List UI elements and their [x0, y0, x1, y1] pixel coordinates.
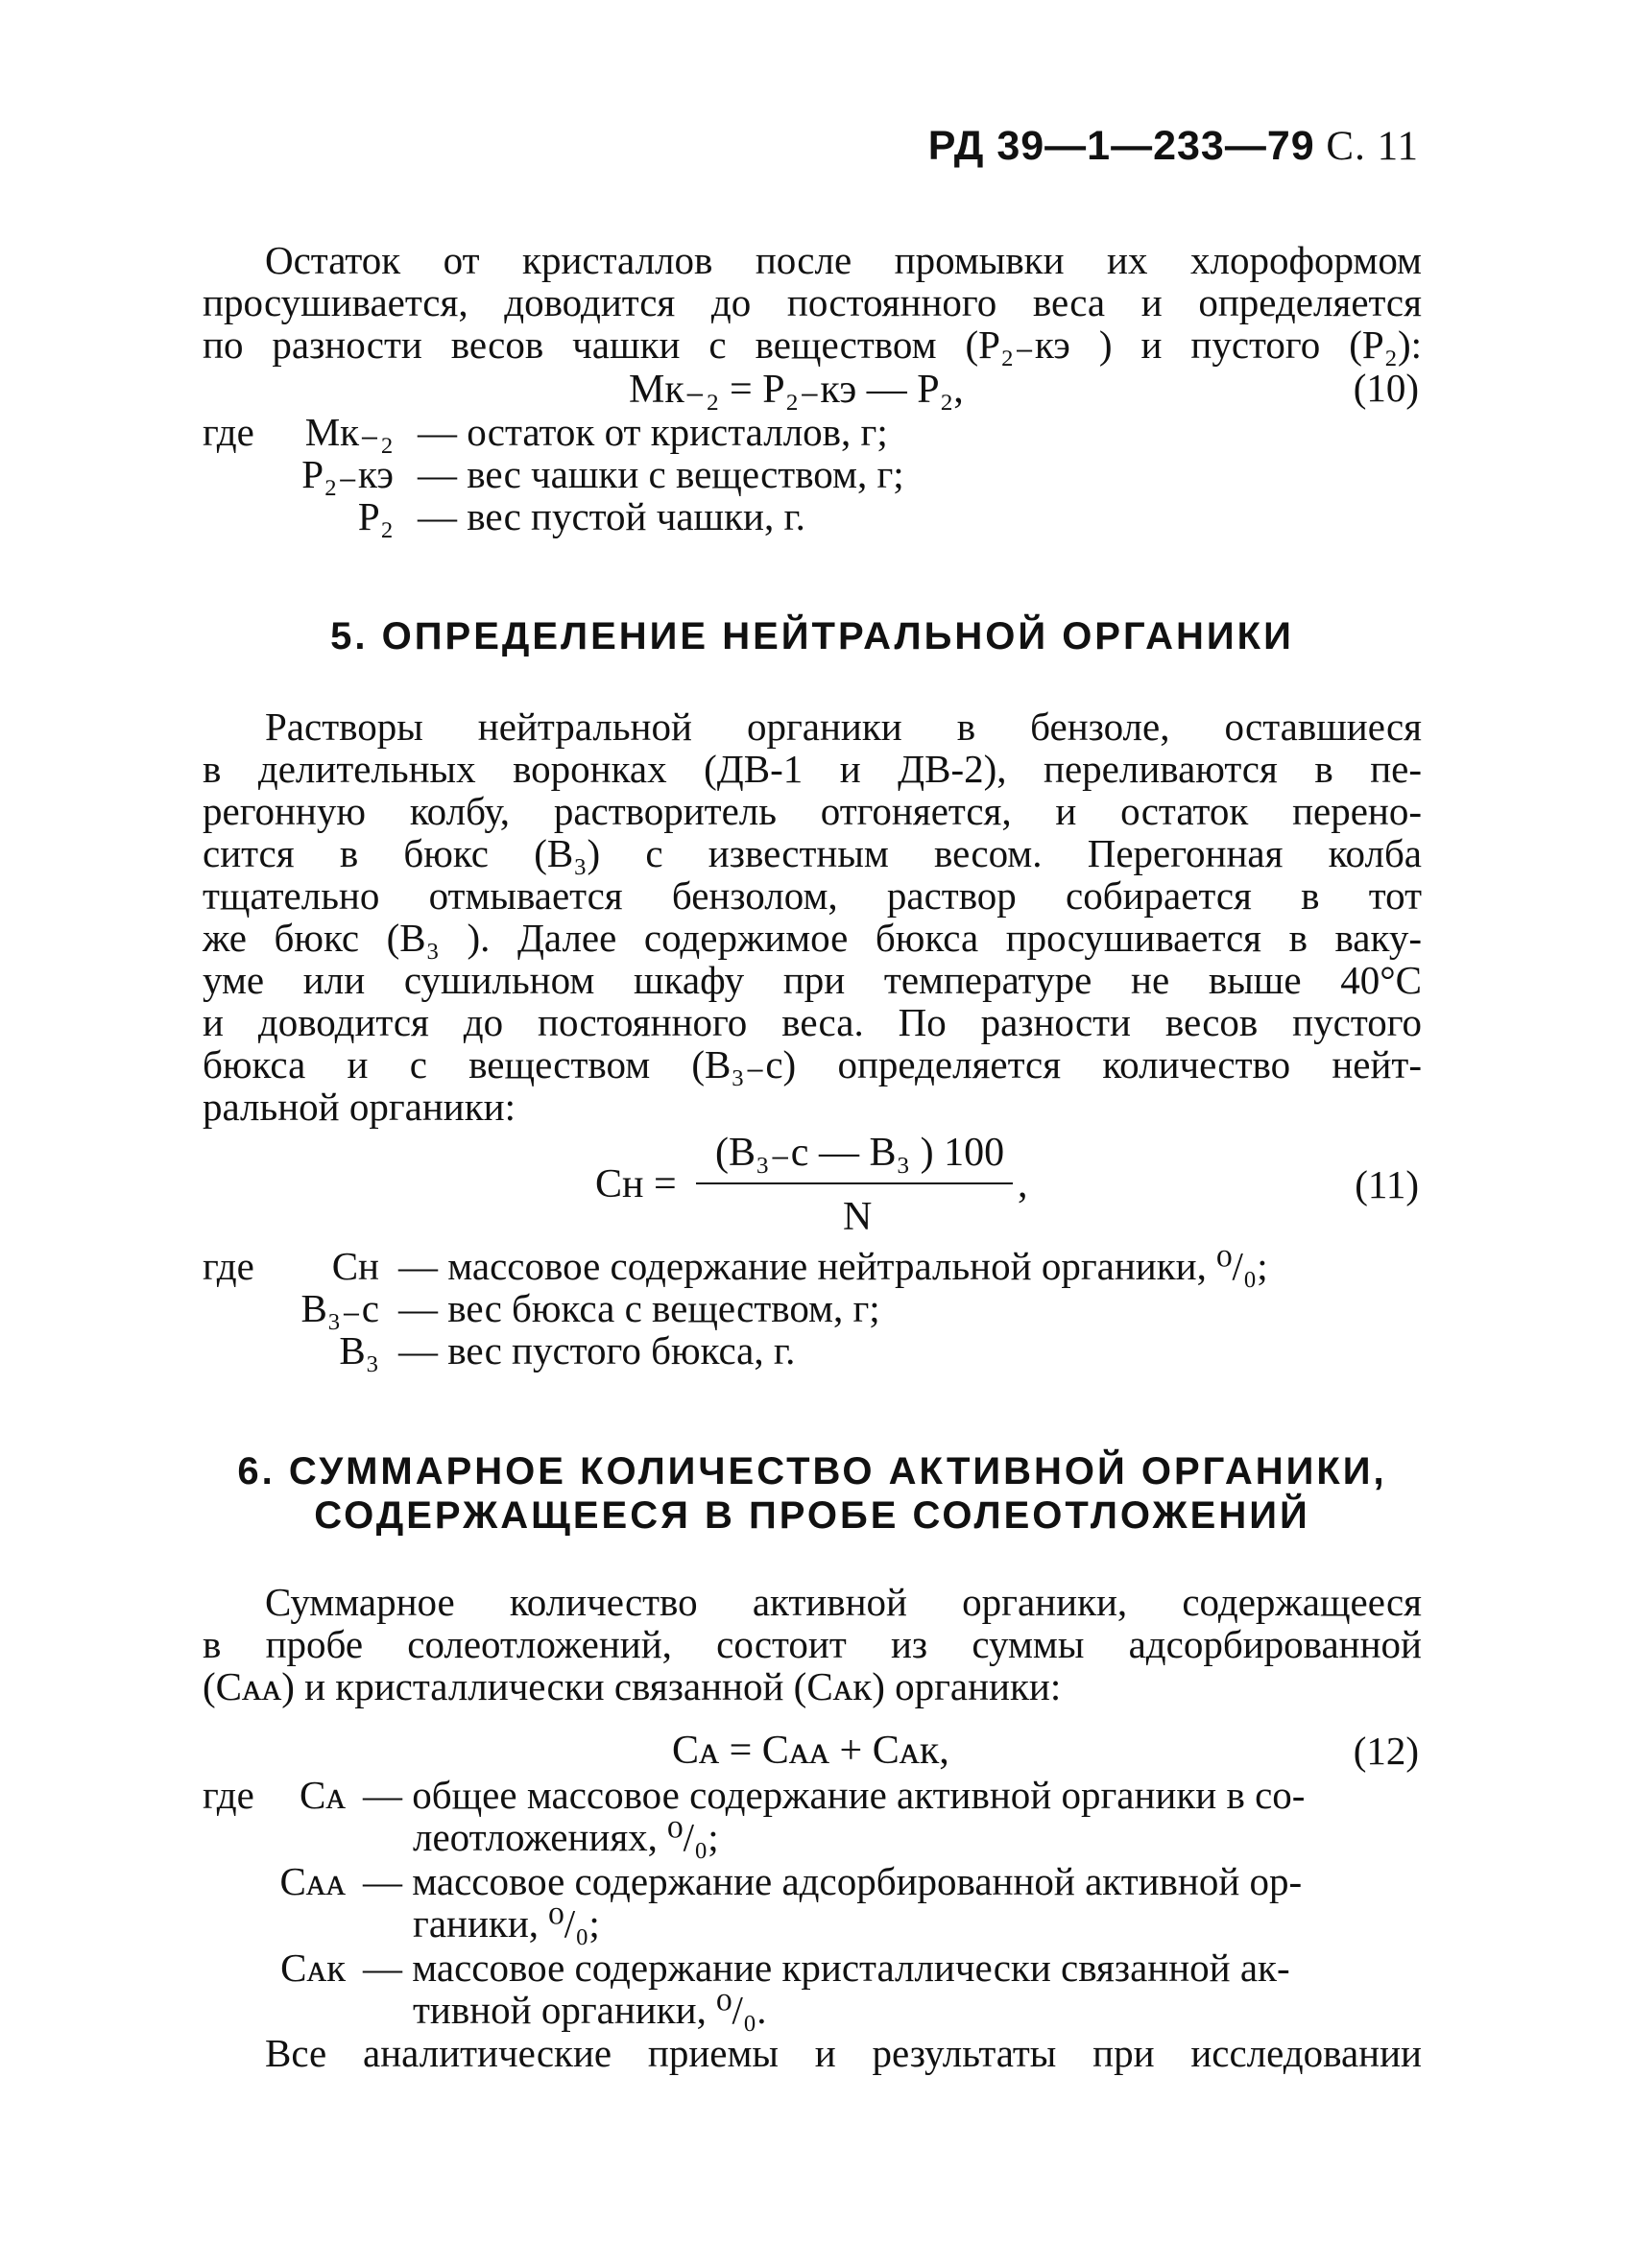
equation-number: (11): [1355, 1162, 1419, 1206]
paragraph-line: просушивается, доводится до постоянного веса и определяется: [203, 280, 1422, 324]
page-number: С. 11: [1326, 124, 1419, 169]
definition-text-cont: тивной органики, ⁰/₀.: [413, 1988, 767, 2032]
paragraph-line: и доводится до постоянного веса. По разности весов пустого: [203, 1000, 1422, 1044]
section-heading: 6. СУММАРНОЕ КОЛИЧЕСТВО АКТИВНОЙ ОРГАНИКИ,: [237, 1450, 1387, 1492]
formula-11-denominator: N: [843, 1195, 873, 1239]
definition-text-cont: леотложениях, ⁰/₀;: [413, 1815, 719, 1859]
definition-text: — остаток от кристаллов, г;: [418, 410, 888, 454]
equation-number: (10): [1353, 366, 1419, 410]
paragraph-line: в делительных воронках (ДВ-1 и ДВ-2), переливаются в пе-: [203, 747, 1422, 791]
definition-variable: Мк₋₂: [304, 410, 394, 454]
definition-variable: В₃₋с: [300, 1286, 379, 1330]
paragraph-line: по разности весов чашки с веществом (Р₂₋кэ ) и пустого (Р₂):: [203, 322, 1422, 367]
paragraph-line: же бюкс (В₃ ). Далее содержимое бюкса просушивается в ваку-: [203, 916, 1422, 960]
definition-text: — массовое содержание нейтральной органики, ⁰/₀;: [398, 1244, 1268, 1288]
definition-text-cont: ганики, ⁰/₀;: [413, 1901, 600, 1946]
definition-text: — вес чашки с веществом, г;: [418, 452, 904, 496]
document-code: РД 39—1—233—79: [927, 123, 1315, 169]
formula-11-lhs: Сн =: [595, 1162, 677, 1206]
where-label: где: [203, 1773, 254, 1817]
definition-variable: Р₂₋кэ: [301, 452, 394, 496]
formula-10: Мк₋₂ = Р₂₋кэ — Р₂,: [629, 368, 964, 412]
paragraph-line: Суммарное количество активной органики, содержащееся: [265, 1580, 1422, 1624]
formula-12: Сᴀ = Сᴀᴀ + Сᴀк,: [672, 1729, 949, 1773]
paragraph-line: сится в бюкс (В₃) с известным весом. Перегонная колба: [203, 831, 1422, 875]
definition-variable: Сᴀᴀ: [279, 1859, 346, 1903]
definition-text: — вес пустого бюкса, г.: [398, 1328, 796, 1373]
paragraph-line: Все аналитические приемы и результаты при исследовании: [265, 2031, 1422, 2075]
section-heading: СОДЕРЖАЩЕЕСЯ В ПРОБЕ СОЛЕОТЛОЖЕНИЙ: [314, 1494, 1310, 1537]
formula-11-comma: ,: [1018, 1162, 1028, 1206]
where-label: где: [203, 410, 254, 454]
definition-text: — массовое содержание адсорбированной активной ор-: [363, 1859, 1303, 1903]
paragraph-line: Остаток от кристаллов после промывки их хлороформом: [265, 238, 1422, 282]
definition-text: — вес бюкса с веществом, г;: [398, 1286, 880, 1330]
paragraph-line: Растворы нейтральной органики в бензоле, оставшиеся: [265, 704, 1422, 749]
definition-variable: В₃: [339, 1328, 379, 1373]
definition-variable: Р₂: [357, 494, 394, 538]
definition-text: — массовое содержание кристаллически связанной ак-: [363, 1946, 1290, 1990]
fraction-bar: [696, 1182, 1013, 1184]
paragraph-line: регонную колбу, растворитель отгоняется, и остаток перено-: [203, 789, 1422, 833]
page-header: [928, 123, 1419, 170]
paragraph-line: ральной органики:: [203, 1085, 516, 1129]
definition-variable: Сᴀк: [280, 1946, 346, 1990]
section-heading: 5. ОПРЕДЕЛЕНИЕ НЕЙТРАЛЬНОЙ ОРГАНИКИ: [330, 615, 1294, 657]
definition-text: — общее массовое содержание активной органики в со-: [363, 1773, 1306, 1817]
definition-variable: Сᴀ: [300, 1773, 346, 1817]
paragraph-line: (Сᴀᴀ) и кристаллически связанной (Сᴀк) органики:: [203, 1664, 1062, 1708]
paragraph-line: бюкса и с веществом (В₃₋с) определяется количество нейт-: [203, 1042, 1422, 1086]
paragraph-line: тщательно отмывается бензолом, раствор собирается в тот: [203, 873, 1422, 918]
where-label: где: [203, 1244, 254, 1288]
formula-11-numerator: (В₃₋с — В₃ ) 100: [715, 1131, 1005, 1175]
paragraph-line: в пробе солеотложений, состоит из суммы адсорбированной: [203, 1622, 1422, 1666]
equation-number: (12): [1353, 1729, 1419, 1773]
definition-variable: Сн: [331, 1244, 379, 1288]
paragraph-line: уме или сушильном шкафу при температуре не выше 40°С: [203, 958, 1422, 1002]
definition-text: — вес пустой чашки, г.: [418, 494, 805, 538]
